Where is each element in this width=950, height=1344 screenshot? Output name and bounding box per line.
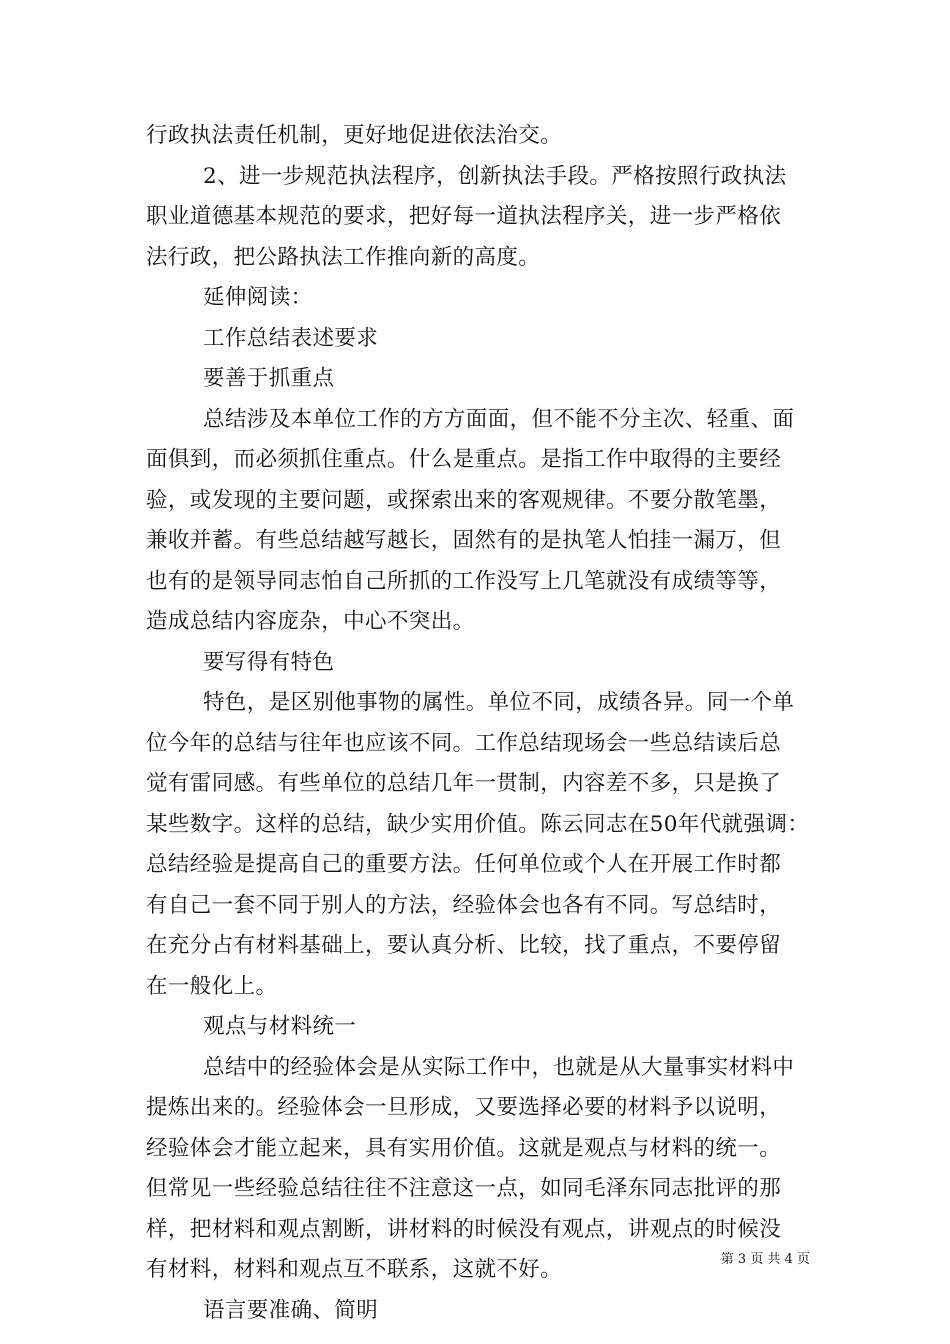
text-line: 在一般化上。 [146, 973, 278, 999]
text-line: 语言要准确、简明 [203, 1297, 379, 1323]
page-number: 第 3 页 共 4 页 [720, 1252, 810, 1267]
text-line: 行政执法责任机制，更好地促进依法治交。 [146, 123, 563, 148]
text-line: 要写得有特色 [203, 649, 335, 675]
text-line: 面俱到，而必须抓住重点。什么是重点。是指工作中取得的主要经 [146, 447, 782, 472]
text-line: 有材料，材料和观点互不联系，这就不好。 [146, 1257, 563, 1282]
text-line: 工作总结表述要求 [203, 325, 379, 351]
text-line: 兼收并蓄。有些总结越写越长，固然有的是执笔人怕挂一漏万，但 [146, 528, 782, 553]
text-line: 某些数字。这样的总结，缺少实用价值。陈云同志在50年代就强调： [146, 811, 810, 837]
text-line: 造成总结内容庞杂，中心不突出。 [146, 609, 475, 634]
text-line: 验，或发现的主要问题，或探索出来的客观规律。不要分散笔墨， [146, 487, 782, 513]
text-line: 特色，是区别他事物的属性。单位不同，成绩各异。同一个单 [203, 690, 795, 715]
text-line: 也有的是领导同志怕自己所抓的工作没写上几笔就没有成绩等等， [146, 568, 782, 594]
text-line: 总结涉及本单位工作的方方面面，但不能不分主次、轻重、面 [203, 406, 795, 432]
text-line: 位今年的总结与往年也应该不同。工作总结现场会一些总结读后总 [146, 730, 782, 756]
text-line: 但常见一些经验总结往往不注意这一点，如同毛泽东同志批评的那 [146, 1176, 782, 1201]
text-line: 要善于抓重点 [203, 366, 335, 391]
text-line: 法行政，把公路执法工作推向新的高度。 [146, 244, 541, 270]
text-line: 样，把材料和观点割断，讲材料的时候没有观点，讲观点的时候没 [146, 1216, 782, 1242]
text-line: 总结经验是提高自己的重要方法。任何单位或个人在开展工作时都 [146, 852, 782, 877]
text-line: 有自己一套不同于别人的方法，经验体会也各有不同。写总结时， [146, 892, 782, 918]
text-line: 觉有雷同感。有些单位的总结几年一贯制，内容差不多，只是换了 [146, 771, 782, 796]
text-line: 观点与材料统一 [203, 1014, 357, 1039]
text-line: 延伸阅读： [203, 285, 313, 310]
document-body [146, 116, 811, 1331]
text-line: 2、进一步规范执法程序，创新执法手段。严格按照行政执法 [203, 163, 787, 189]
text-line: 总结中的经验体会是从实际工作中，也就是从大量事实材料中 [203, 1054, 795, 1080]
text-line: 提炼出来的。经验体会一旦形成，又要选择必要的材料予以说明， [146, 1095, 782, 1120]
text-line: 职业道德基本规范的要求，把好每一道执法程序关，进一步严格依 [146, 204, 782, 229]
text-line: 在充分占有材料基础上，要认真分析、比较，找了重点，不要停留 [146, 933, 782, 958]
text-line: 经验体会才能立起来，具有实用价值。这就是观点与材料的统一。 [146, 1135, 782, 1161]
